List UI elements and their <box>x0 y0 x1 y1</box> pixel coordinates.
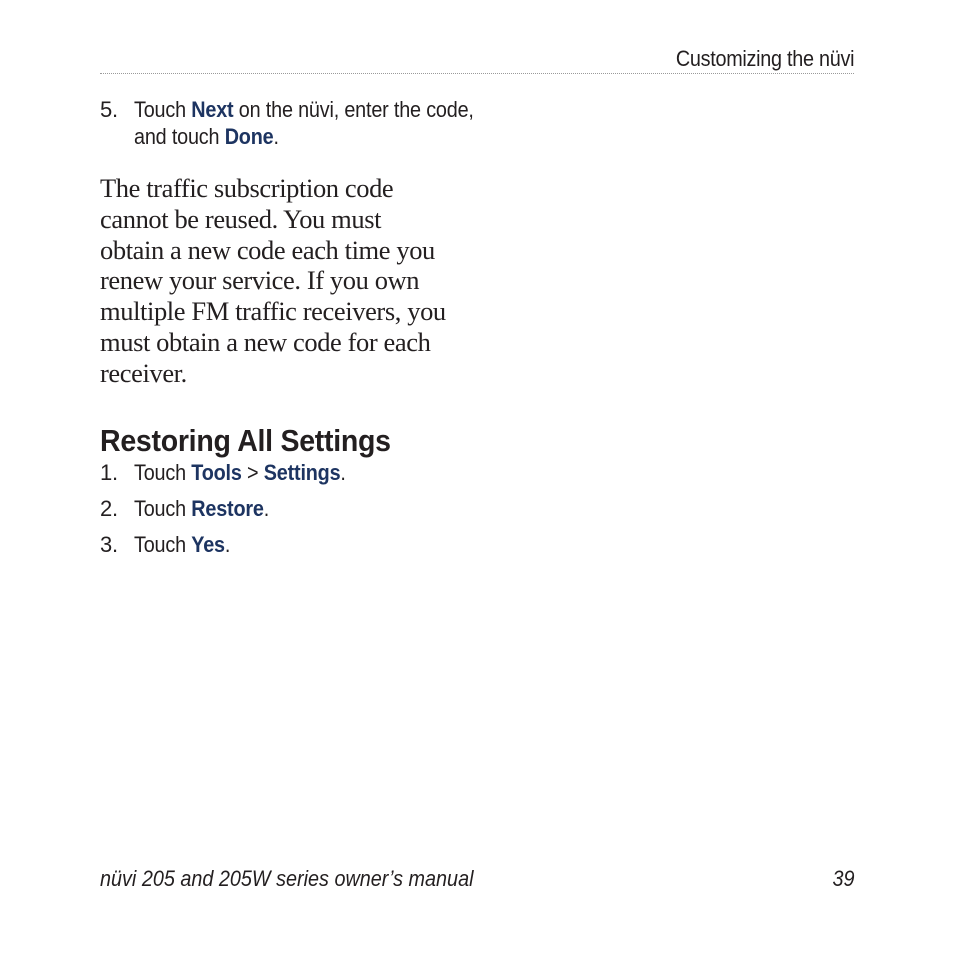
header-dotted-rule <box>100 73 854 74</box>
step-end: . <box>263 495 270 521</box>
step-verb: Touch <box>134 531 186 557</box>
step-middle-text: on the nüvi, enter the code, and touch <box>134 97 474 149</box>
keyword-settings: Settings <box>263 459 341 485</box>
step-text <box>134 459 481 486</box>
step-number: 5. <box>100 97 118 122</box>
main-content <box>100 96 474 567</box>
body-paragraph: The traffic subscription code cannot be reused. You must obtain a new code each time you renew your service. If you own multiple FM traffic receivers, you must obtain a new code for each receiver. <box>100 173 446 388</box>
restore-steps-list <box>100 459 460 558</box>
step-number: 3. <box>100 531 118 557</box>
step-end: . <box>273 124 279 149</box>
step-2 <box>100 495 460 522</box>
step-verb: Touch <box>134 459 186 485</box>
keyword-restore: Restore <box>191 495 264 521</box>
step-text <box>134 495 481 522</box>
step-end: . <box>340 459 346 485</box>
step-end: . <box>224 531 231 557</box>
header-title: Customizing the nüvi <box>675 46 854 71</box>
keyword-next: Next <box>191 97 234 122</box>
step-text <box>134 531 481 558</box>
step-text <box>134 96 481 150</box>
keyword-done: Done <box>224 124 274 149</box>
step-number: 1. <box>100 459 118 485</box>
keyword-yes: Yes <box>191 531 225 557</box>
page-header <box>100 46 854 76</box>
step-verb: Touch <box>134 97 186 122</box>
step-3 <box>100 531 460 558</box>
step-number: 2. <box>100 495 118 521</box>
step-verb: Touch <box>134 495 186 521</box>
path-separator: > <box>247 459 259 485</box>
keyword-tools: Tools <box>191 459 242 485</box>
manual-title: nüvi 205 and 205W series owner’s manual <box>100 866 474 891</box>
step-1 <box>100 459 460 486</box>
section-heading: Restoring All Settings <box>100 422 391 458</box>
page-number: 39 <box>831 866 854 891</box>
step-5 <box>100 96 474 150</box>
